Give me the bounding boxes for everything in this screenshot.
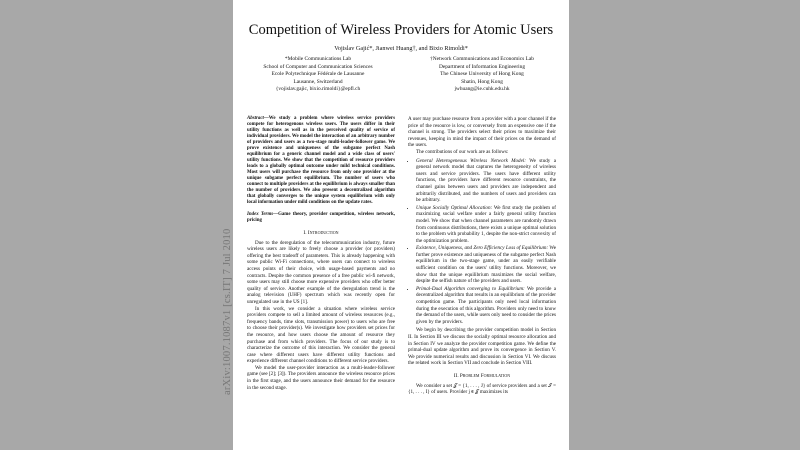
list-item — [416, 205, 556, 245]
paragraph: We begin by describing the provider competition model in Section II. In Section III we discuss the socially optimal resource allocation and in Section IV we analyze the provider competition game. We define the primal-dual update algorithm and prove its convergence in Section V. We provide numerical results and discussion in Section VI. We discuss the related work in Section VII and conclude in Section VIII. — [408, 327, 556, 367]
paragraph: We consider a set 𝒥 = {1, . . . , J} of service providers and a set ℐ = {1, . . . , I} of users. Provider j ∈ 𝒥 maximizes its — [408, 382, 556, 396]
paragraph: A user may purchase resource from a provider with a poor channel if the price of the resource is low, or conversely from an expensive one if the channel is strong. The providers select their prices to maximize their revenues, keeping in mind the impact of their prices on the demand of the users. — [408, 116, 556, 149]
paragraph: In this work, we consider a situation where wireless service providers compete to sell a limited amount of wireless resources (e.g., frequency bands, time slots, transmission power) to users who are free to choose their provider(s). We investigate how providers set prices for the resource, and how users choose the amount of resource they purchase and from which providers. The focus of our study is to characterize the outcome of this interaction. We consider the general case where different users have different utility functions and experience different channel conditions to different service providers. — [247, 305, 395, 365]
affiliation-line: School of Computer and Communication Sciences — [263, 63, 373, 70]
affiliation-line: †Network Communications and Economics Lab — [430, 56, 534, 62]
paper-page — [233, 0, 569, 450]
abstract-text: —We study a problem where wireless service providers compete for heterogenous wireless users. The users differ in their utility functions as well as in the perceived quality of service of individual providers. We model the interaction of an arbitrary number of providers and users as a two-stage multi-leader-follower game. We prove existence and uniqueness of the subgame perfect Nash equilibrium for a generic channel model and a wide class of users' utility functions. We show that the competition of resource providers leads to a globally optimal outcome under mild technical conditions. Most users will purchase the resource from only one provider at the unique subgame perfect equilibrium. The number of users who connect to multiple providers at the equilibrium is always smaller than the number of providers. We also present a decentralized algorithm that globally converges to the unique system equilibrium with only local information under mild conditions on the update rates. — [247, 116, 395, 205]
abstract-label: Abstract — [247, 116, 264, 121]
bullet-head: Unique Socially Optimal Allocation: — [416, 204, 493, 211]
right-margin — [569, 0, 800, 450]
index-terms — [247, 212, 395, 224]
left-column — [247, 116, 395, 391]
affiliation-line: Lausanne, Switzerland — [293, 78, 343, 85]
left-margin — [0, 0, 233, 450]
index-terms-label: Index Terms — [247, 212, 274, 217]
bullet-head: Primal-Dual Algorithm converging to Equilibrium: — [416, 285, 525, 292]
arxiv-stamp: arXiv:1007.1087v1 [cs.IT] 7 Jul 2010 — [222, 228, 233, 395]
affiliation-left — [243, 56, 393, 94]
bullet-head: Existence, Uniqueness, and Zero Efficiency Loss of Equilibrium: — [416, 245, 549, 252]
abstract — [247, 116, 395, 206]
paragraph: Due to the deregulation of the telecommunication industry, future wireless users are likely to freely choose a provider (or providers) offering the best tradeoff of parameters. This is already happening with some public Wi-Fi connections, where users can connect to wireless access points of their choice, with usage-based payments and no contracts. Despite the common presence of a free public wi-fi network, some users may still choose more expensive providers who offer better quality of service. Another example of the deregulation trend is the analog television (UHF) spectrum which was recently open for unregulated use in the US [1]. — [247, 239, 395, 305]
paper-title: Competition of Wireless Providers for Atomic Users — [248, 22, 554, 38]
bullet-text: We further prove existence and uniqueness of the subgame perfect Nash equilibrium in the two-stage game, under an easily verifiable sufficient condition on the users' utility functions. Moreover, we show that the unique equilibrium maximizes the social welfare, despite the selfish nature of the providers and users. — [416, 245, 556, 285]
paragraph: We model the user-provider interaction as a multi-leader-follower game (see [2]; [3]). The providers announce the wireless resource prices in the first stage, and the users announce their demand for the resource in the second stage. — [247, 364, 395, 391]
affiliation-right — [403, 56, 561, 94]
affiliation-line: Shatin, Hong Kong — [461, 78, 503, 85]
bullet-text: We provide a decentralized algorithm that results in an equilibrium of the provider competition game. The participants only need local information during the execution of this algorithm. Providers only need to know the demand of the users, while users only need to consider the prices given by the providers. — [416, 285, 556, 325]
right-column — [408, 116, 556, 396]
affiliation-line: The Chinese University of Hong Kong — [440, 71, 524, 78]
section-heading: I. Introduction — [303, 230, 339, 236]
authors: Vojislav Gajić*, Jianwei Huang†, and Bixio Rimoldi* — [334, 45, 468, 52]
affiliation-line: *Mobile Communications Lab — [284, 56, 352, 62]
paragraph: The contributions of our work are as follows: — [416, 148, 509, 155]
affiliation-email: jwhuang@ie.cuhk.edu.hk — [454, 86, 510, 93]
contribution-list — [408, 158, 556, 326]
list-item — [416, 158, 556, 204]
affiliation-email: {vojislav.gajic, bixio.rimoldi}@epfl.ch — [275, 86, 361, 93]
list-item — [416, 286, 556, 326]
list-item — [416, 245, 556, 285]
bullet-text: We study a general network model that captures the heterogeneity of wireless users and service providers. The users have different utility functions, the providers have different resource constraints, the channel gains between users and providers are independent and arbitrarily distributed, and the numbers of users and providers can be arbitrary. — [416, 157, 556, 204]
bullet-text: We first study the problem of maximizing social welfare under a fairly general utility function model. We show that when channel parameters are randomly drawn from continuous distributions, there exists a unique optimal solution to the problem with probability 1, despite the non-strict convexity of the optimization problem. — [416, 204, 556, 244]
affiliation-line: Ecole Polytechnique Fédérale de Lausanne — [271, 71, 365, 78]
index-terms-text: —Game theory, provider competition, wireless network, pricing — [247, 212, 395, 223]
affiliation-line: Department of Information Engineering — [438, 63, 526, 70]
bullet-head: General Heterogeneous Wireless Network Model: — [416, 157, 526, 164]
section-heading: II. Problem Formulation — [453, 372, 511, 379]
